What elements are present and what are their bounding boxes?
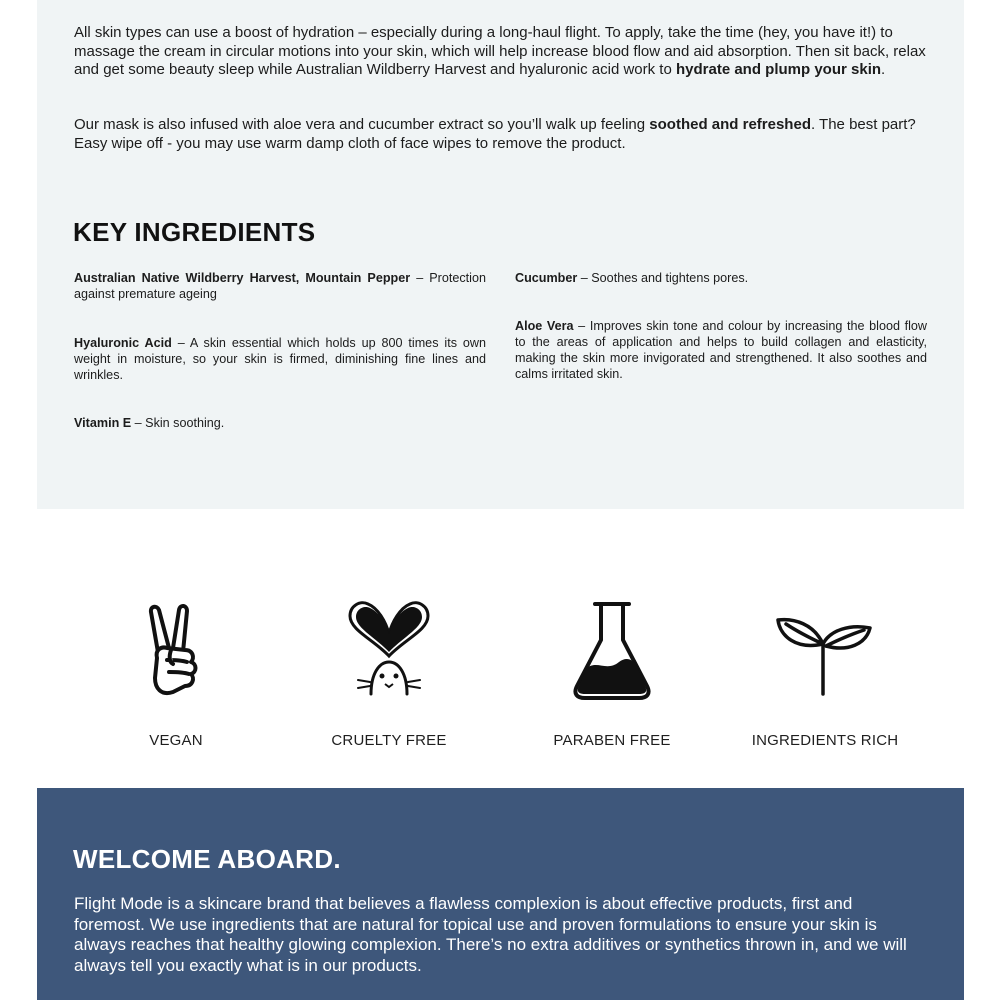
- ingredient-vitamin-e: [74, 415, 486, 431]
- ingredient-aloe-vera: [515, 318, 927, 382]
- badge-paraben-free: [502, 600, 722, 760]
- ingredient-name: Cucumber: [515, 271, 578, 285]
- badge-cruelty-free: [279, 600, 499, 760]
- intro-p2-bold: soothed and refreshed: [649, 116, 811, 133]
- welcome-heading: WELCOME ABOARD.: [73, 844, 341, 874]
- welcome-panel: [37, 788, 964, 1000]
- badge-label-vegan: VEGAN: [149, 732, 203, 749]
- intro-p1-bold: hydrate and plump your skin: [675, 61, 882, 78]
- sprout-icon: [770, 600, 880, 700]
- bunny-heart-icon: [334, 600, 444, 700]
- peace-hand-icon: [121, 600, 231, 700]
- intro-paragraph-hydration: [74, 24, 930, 80]
- badge-ingredients-rich: [715, 600, 935, 760]
- badge-vegan: [66, 600, 286, 760]
- intro-p2-end: . The best part? Easy wipe off - you may use warm damp cloth of face wipes to remove the product.: [74, 116, 916, 152]
- flask-icon: [557, 600, 667, 700]
- badge-label-cruelty-free: CRUELTY FREE: [331, 732, 447, 749]
- ingredient-hyaluronic-acid: [74, 335, 486, 383]
- ingredient-name: Australian Native Wildberry Harvest, Mountain Pepper: [74, 271, 411, 285]
- ingredient-desc: – Improves skin tone and colour by increasing the blood flow to the areas of application and helps to build collagen and elasticity, making the skin more invigorated and strengthened. It also soothes and calms irritated skin.: [515, 319, 927, 381]
- key-ingredients-heading: KEY INGREDIENTS: [73, 217, 316, 247]
- intro-paragraph-aloe: [74, 116, 930, 153]
- ingredient-name: Aloe Vera: [515, 319, 574, 333]
- intro-p1-text: All skin types can use a boost of hydration – especially during a long-haul flight. To apply, take the time (hey, you have it!) to massage the cream in circular motions into your skin, which will help increase blood flow and aid absorption. Then sit back, relax and get some beauty sleep while Australian Wildberry Harvest and hyaluronic acid work to: [74, 24, 926, 78]
- ingredient-name: Hyaluronic Acid: [74, 336, 172, 350]
- intro-p1-end: .: [881, 61, 886, 78]
- intro-p2-text: Our mask is also infused with aloe vera and cucumber extract so you’ll walk up feeling: [74, 116, 650, 133]
- ingredient-name: Vitamin E: [74, 416, 132, 430]
- badge-label-paraben-free: PARABEN FREE: [553, 732, 671, 749]
- ingredient-desc: – A skin essential which holds up 800 times its own weight in moisture, so your skin is firmed, diminishing fine lines and wrinkles.: [74, 336, 486, 382]
- ingredient-cucumber: [515, 270, 927, 286]
- ingredient-wildberry: [74, 270, 486, 302]
- ingredient-desc: – Protection against premature ageing: [74, 271, 486, 301]
- ingredient-desc: – Skin soothing.: [131, 416, 225, 430]
- welcome-text: Flight Mode is a skincare brand that believes a flawless complexion is about effective products, first and foremost. We use ingredients that are natural for topical use and proven formulations to ensure your skin is always reaches that healthy glowing complexion. There’s no extra additives or synthetics thrown in, and we will always tell you exactly what is in our products.: [74, 894, 907, 975]
- ingredient-desc: – Soothes and tightens pores.: [577, 271, 749, 285]
- badge-label-ingredients-rich: INGREDIENTS RICH: [751, 732, 899, 749]
